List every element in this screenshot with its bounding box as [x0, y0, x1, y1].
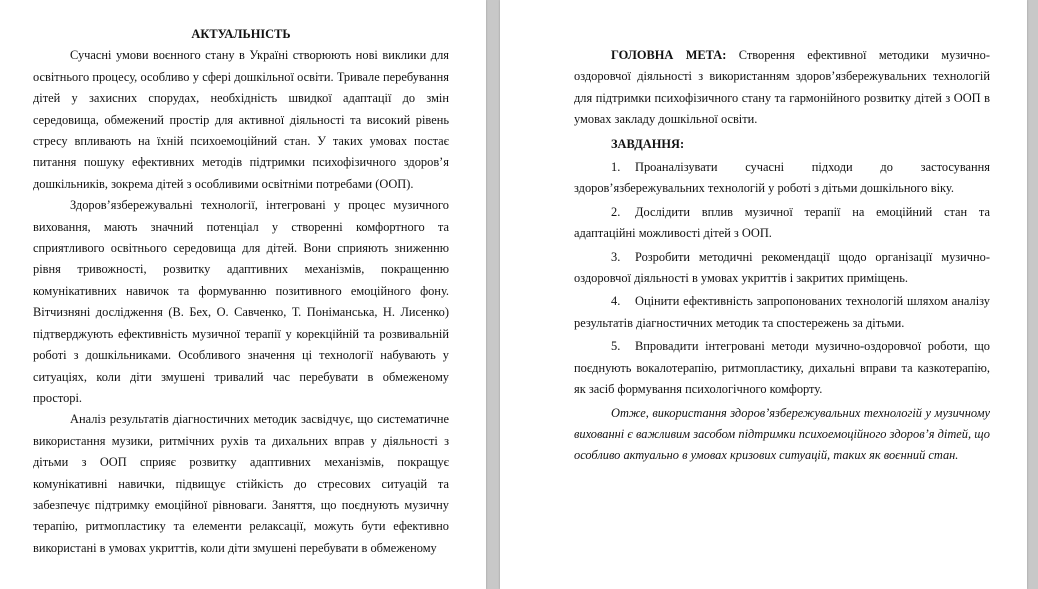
goal-paragraph: [574, 45, 990, 131]
goal-label: ГОЛОВНА МЕТА:: [611, 48, 727, 62]
task-item: [574, 336, 990, 400]
task-number: 2.: [611, 204, 621, 219]
page-left-content: [33, 24, 449, 559]
section-title: АКТУАЛЬНІСТЬ: [191, 27, 291, 41]
task-number: 4.: [611, 294, 621, 309]
paragraph-3: Аналіз результатів діагностичних методик засвідчує, що систематичне використання музики, ритмічних рухів та дихальних вправ у діяльності з дітьми з ООП сприяє розвитку адаптивних механізмів, покращує комунікативні навички, підвищує стійкість до стресових ситуацій та забезпечує підтримку емоційної рівноваги. Заняття, що поєднують музичну терапію, ритмопластику та елементи релаксації, можуть бути ефективно використані в умовах укриттів, коли діти змушені перебувати в обмеженому: [33, 412, 449, 555]
task-item: [574, 202, 990, 245]
task-item: [574, 247, 990, 290]
conclusion-paragraph: Отже, використання здоров’язбережувальних технологій у музичному вихованні є важливим засобом підтримки психоемоційного здоров’я дітей, що особливо актуально в умовах кризових ситуацій, таких як воєнний стан.: [574, 405, 990, 463]
paragraph-1: Сучасні умови воєнного стану в Україні створюють нові виклики для освітнього процесу, особливо у сфері дошкільної освіти. Тривале перебування дітей у захисних спорудах, необхідність швидкої адаптації до змін середовища, обмежений простір для активної діяльності та високий рівень стресу впливають на їхній психоемоційний стан. У таких умовах постає питання пошуку ефективних методів підтримки психофізичного здоров’я дошкільників, зокрема дітей з особливими освітніми потребами (ООП).: [33, 48, 449, 191]
task-number: 5.: [611, 339, 621, 354]
tasks-heading: ЗАВДАННЯ:: [611, 136, 685, 151]
task-number: 3.: [611, 249, 621, 264]
task-item: [574, 291, 990, 334]
document-page-right: [500, 0, 1027, 589]
task-text: Розробити методичні рекомендації щодо організації музично-оздоровчої діяльності в умовах укриттів і закритих приміщень.: [574, 249, 990, 286]
paragraph-2: Здоров’язбережувальні технології, інтегровані у процес музичного виховання, мають значний потенціал у створенні комфортного та сприятливого освітнього середовища для дітей. Вони сприяють зниженню рівня тривожності, розвитку адаптивних механізмів, покращенню комунікативних навичок та формуванню позитивного емоційного фону. Вітчизняні дослідження (В. Бех, О. Савченко, Т. Поніманська, Н. Лисенко) підтверджують ефективність музичної терапії у корекційній та розвивальній роботі з дошкільниками. Особливого значення ці технології набувають у ситуаціях, коли діти змушені тривалий час перебувати в обмеженому просторі.: [33, 198, 449, 405]
task-number: 1.: [611, 160, 621, 175]
task-text: Оцінити ефективність запропонованих технологій шляхом аналізу результатів діагностичних методик та спостережень за дітьми.: [574, 294, 990, 330]
task-text: Впровадити інтегровані методи музично-оздоровчої роботи, що поєднують вокалотерапію, ритмопластику, дихальні вправи та казкотерапію, як засіб формування психологічного комфорту.: [574, 339, 990, 397]
document-page-left: [0, 0, 486, 589]
page-right-content: [574, 45, 990, 467]
task-text: Дослідити вплив музичної терапії на емоційний стан та адаптаційні можливості дітей з ООП.: [574, 204, 990, 241]
task-item: [574, 157, 990, 200]
task-text: Проаналізувати сучасні підходи до застосування здоров’язбережувальних технологій у роботі з дітьми дошкільного віку.: [574, 160, 990, 196]
goal-text: Створення ефективної методики музично-оздоровчої діяльності з використанням здоров’язбережувальних технологій для підтримки психофізичного стану та гармонійного розвитку дітей з ООП в умовах закладу дошкільної освіти.: [574, 48, 990, 127]
